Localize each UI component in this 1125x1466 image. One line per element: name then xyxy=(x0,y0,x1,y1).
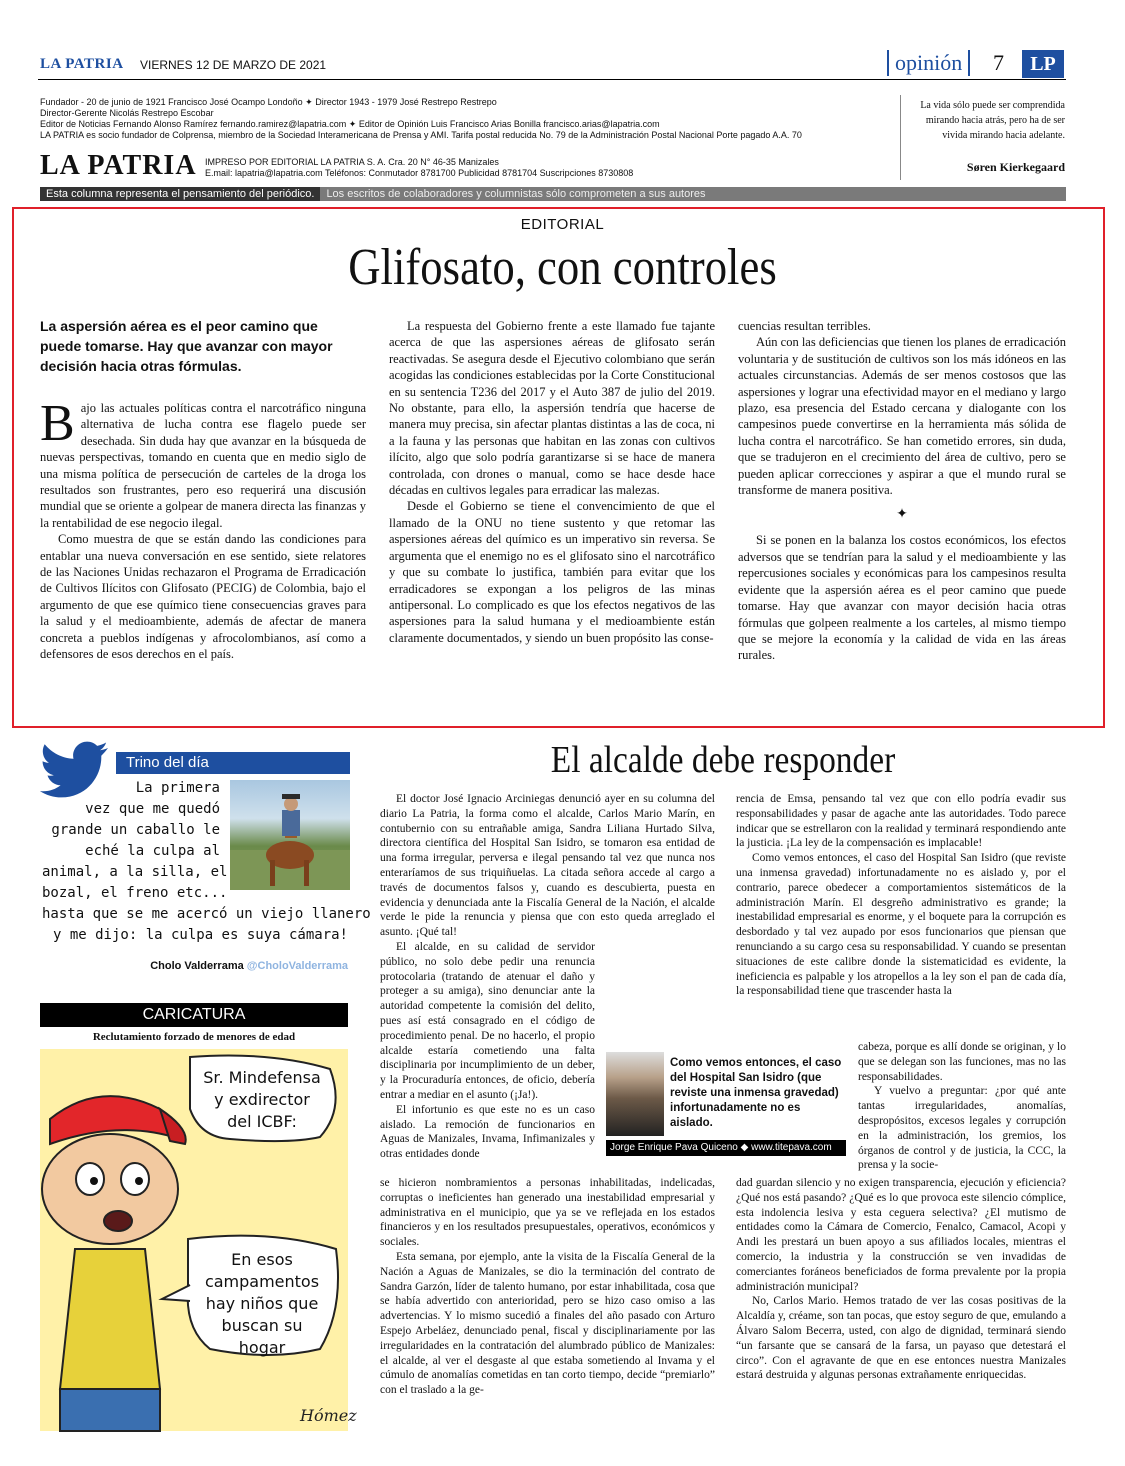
pullquote-box xyxy=(606,1052,846,1158)
page-number: 7 xyxy=(993,50,1004,75)
disclaimer-bar xyxy=(40,187,1066,201)
column-text-a2 xyxy=(380,1176,715,1398)
caricatura-label: CARICATURA xyxy=(40,1003,348,1027)
trino-text xyxy=(42,778,371,946)
trino-line: vez que me quedó xyxy=(85,801,220,817)
paragraph: El doctor José Ignacio Arciniegas denunció ayer en su columna del diario La Patria, la forma como el alcalde, Carlos Mario Marín, en contubernio con su entrañable amiga, Sandra Liliana Hurtado Silva, directora científica del Hospital San Isidro, se tomaron esa entidad de una forma irregular, perversa e ilegal pensando tal vez que nunca nos enteraríamos de sus triquiñuelas. La citada señora accede al cargo a través de documentos falsos y, cuando es descubierta, puesta en evidencia y denunciada ante la Fiscalía General de la Nación, el alcalde verde le pide la renuncia y piensa que con esto queda arreglado el asunto. ¡Qué tal! xyxy=(380,793,715,939)
dateline: VIERNES 12 DE MARZO DE 2021 xyxy=(140,58,327,72)
columnist-photo xyxy=(606,1052,664,1136)
paragraph: El infortunio es que este no es un caso aislado. La remoción de funcionarios en Aguas de Manizales, Invama, Infimanizales y otras entidades donde xyxy=(380,1103,595,1161)
masthead-line: LA PATRIA es socio fundador de Colprensa, miembro de la Sociedad Interamericana de Prensa y AMI. Tarifa postal reducida No. 79 de la Administración Postal Nacional Porte pagado A.A. 70 xyxy=(40,130,802,140)
columnist-byline: Jorge Enrique Pava Quiceno ◆ www.titepava.com xyxy=(606,1140,846,1156)
trino-author xyxy=(40,960,348,972)
printer-line: IMPRESO POR EDITORIAL LA PATRIA S. A. Cra. 20 N° 46-35 Manizales xyxy=(205,157,499,167)
masthead xyxy=(40,97,880,141)
paragraph: Si se ponen en la balanza los costos económicos, los efectos adversos que se tendrían para la salud y el medioambiente y las repercusiones sociales y económicas para los campesinos resulta evidente que la aspersión aérea es el peor camino que puede tomarse. Hay que avanzar con mayor decisión hacia otras fórmulas que golpeen realmente a los carteles, al mismo tiempo que se mejore la economía y la calidad de vida en las áreas rurales. xyxy=(738,533,1066,663)
disclaimer-left: Esta columna representa el pensamiento del periódico. xyxy=(40,187,320,201)
editorial-lede: La aspersión aérea es el peor camino que puede tomarse. Hay que avanzar con mayor decisión hacia otras fórmulas. xyxy=(40,318,333,374)
drop-cap: B xyxy=(40,395,75,452)
paragraph: Como muestra de que se están dando las condiciones para entablar una nueva conversación en ese sentido, siete relatores de las Naciones Unidas rechazaron el Programa de Erradicación de Cultivos Ilícitos con Glifosato (PECIG) de Colombia, bajo el argumento de que ese químico tiene consecuencias graves para la salud y el medioambiente, además de afectar de manera concreta a pueblos indígenas y afrocolombianos, así como a defensores de esos derechos en el país. xyxy=(40,532,366,662)
trino-author-name: Cholo Valderrama xyxy=(150,960,244,972)
trino-line: bozal, el freno etc... xyxy=(42,885,228,901)
trino-line: La primera xyxy=(135,780,220,796)
trino-line: grande un caballo le xyxy=(51,822,220,838)
paragraph: Y vuelvo a preguntar: ¿por qué ante tantas irregularidades, anomalías, despropósitos, excesos legales y corrupción en la administración, los gremios, los órganos de control y de justicia, la CCC, la prensa y la socie- xyxy=(858,1085,1066,1172)
header-rule xyxy=(38,79,1066,80)
bubble1-line: y exdirector xyxy=(214,1090,310,1109)
paragraph: dad guardan silencio y no exigen transparencia, ejecución y eficiencia? ¿Qué nos está pasando? ¿Qué es lo que provoca este silencio cómplice, esta indolencia lesiva y esta ceguera selectiva? ¿El mutismo de entidades como la Cámara de Comercio, Fenalco, Camacol, Acopi y Andi les prestará un buen apoyo a sus afiliados locales, mientras el comercio, la industria y la construcción se ven invadidas de comerciantes foráneos beneficiados de forma prevalente por la propia administración municipal? xyxy=(736,1177,1066,1293)
trino-line: eché la culpa al xyxy=(85,843,220,859)
cartoon-illustration xyxy=(40,1049,357,1431)
printer-info xyxy=(205,157,875,179)
quote-divider xyxy=(900,95,901,180)
paragraph: Desde el Gobierno se tiene el convencimiento de que el llamado de la ONU no tiene sustento y que retomar las aspersiones aéreas del químico es un imperativo sin reversa. Se argumenta que el enemigo no es el glifosato sino el narcotráfico y que su combate lo justifica, también para evitar que los erradicadores se expongan a los peligros de las minas antipersonal. Lo complicado es que los efectos negativos de las aspersiones para la salud humana y el medioambiente están claramente documentados, y siendo un buen propósito las conse- xyxy=(389,499,715,645)
lp-logo: LP xyxy=(1022,50,1064,78)
bubble2-line: En esos xyxy=(231,1250,293,1269)
masthead-line: Editor de Noticias Fernando Alonso Ramírez fernando.ramirez@lapatria.com ✦ Editor de Opinión Luis Francisco Arias Bonilla francisco.arias@lapatria.com xyxy=(40,119,660,129)
trino-label: Trino del día xyxy=(116,752,350,774)
masthead-line: Fundador - 20 de junio de 1921 Francisco José Ocampo Londoño ✦ Director 1943 - 1979 José Restrepo Restrepo xyxy=(40,97,497,107)
disclaimer-right: Los escritos de colaboradores y columnistas sólo comprometen a sus autores xyxy=(326,188,706,200)
trino-handle-link[interactable]: @CholoValderrama xyxy=(246,960,348,972)
paragraph: El alcalde, en su calidad de servidor público, no solo debe pedir una renuncia protocolaria (tratando de atenuar el daño y proteger a su amiga), sino denunciar ante la autoridad competente la comisión del delito, pues así está consagrado en el código de procedimiento penal. De no hacerlo, el propio alcalde estaría cometiendo una falta disciplinaria por incumplimiento de un deber, y la Procuraduría entonces, de oficio, debería entrar a mediar en el asunto (¡Ja!). xyxy=(380,940,595,1101)
paragraph: No, Carlos Mario. Hemos tratado de ver las cosas positivas de la Alcaldía y, créame, son tan pocas, que estoy seguro de que, emulando a Álvaro Salom Becerra, usted, con algo de dignidad, terminará siendo “un farsante que se cansará de la farsa, un payaso que detestará el circo”. Con el agravante de que en ese entonces nuestra Manizales estará destruida y algunas personas extrañamente enriquecidas. xyxy=(736,1295,1066,1382)
column-text-b xyxy=(736,792,1066,999)
masthead-line: Director-Gerente Nicolás Restrepo Escobar xyxy=(40,108,214,118)
column-title: El alcalde debe responder xyxy=(550,739,896,781)
bubble2-line: campamentos xyxy=(204,1272,320,1291)
paragraph: se hicieron nombramientos a personas inhabilitadas, indelicadas, corruptas o ineficientes han generado una inestabilidad empresarial y administrativa en el municipio, que ya se ve reflejada en los estados financieros y en los resultados presupuestales, operativos, económicos y sociales. xyxy=(380,1177,715,1249)
paragraph: Como vemos entonces, el caso del Hospital San Isidro (que reviste una inmensa gravedad) infortunadamente no es aislado y, por el contrario, parece obedecer a comportamientos sistemáticos de la administración Marín. El desgreño administrativo es grande; la inestabilidad empresarial es enorme, y el boquete para la corrupción es desbordado y tal vez aupado por esos funcionarios que piensan que renunciando a su cargo cesa su responsabilidad. Y cuando se presentan situaciones de este calibre donde la sistematicidad es evidente, la ineficiencia es palpable y los atropellos a la ley son el pan de cada día, la responsabilidad tiene que trascender hasta la xyxy=(736,852,1066,998)
bubble2-line: buscan su xyxy=(221,1316,303,1335)
brand-small: LA PATRIA xyxy=(40,56,124,72)
paragraph: Bajo las actuales políticas contra el narcotráfico ninguna alternativa de lucha contra ese flagelo puede ser desechada. Sin duda hay que avanzar en la búsqueda de nuevas perspectivas, tomando en cuenta que en medio siglo de una misma política de persecución de carteles de la droga los resultados son frustrantes, pero eso requerirá una discusión mundial que se oriente a golpear de manera directa las finanzas y la rentabilidad de ese negocio ilegal. xyxy=(40,395,366,530)
trino-line: animal, a la silla, el xyxy=(42,864,228,880)
diamond-separator: ✦ xyxy=(896,507,908,523)
paragraph: Aún con las deficiencias que tienen los planes de erradicación voluntaria y de sustitución de cultivos son los más idóneos en las actuales circunstancias. Además de ser menos costosos que las aspersiones y lograr una efectividad mayor en el mediano y largo plazo, esa presencia del Estado cercana y dialogante con los campesinos puede convertirse en la herramienta más sólida de lucha contra el narcotráfico. Se han cometido errores, sin duda, que se tradujeron en el crecimiento del área de cultivo, pero se pueden aplicar correcciones y aspirar a que el mundo rural se transforme de manera positiva. xyxy=(738,335,1066,498)
editorial-column-2 xyxy=(389,318,715,646)
bubble2-line: hay niños que xyxy=(205,1294,319,1313)
column-text-b3 xyxy=(736,1176,1066,1383)
paragraph: La respuesta del Gobierno frente a este llamado fue tajante acerca de que las aspersiones aéreas de glifosato serán reactivadas. Se asegura desde el Ejecutivo colombiano que serán acogidas las condiciones establecidas por la Corte Constitucional en su sentencia T236 del 2017 y el Auto 387 de julio del 2019. No obstante, para ello, la aspersión tendría que hacerse de manera muy precisa, sin afectar plantas distintas a las de coca, ni a la fauna y las personas que habitan en las zonas con cultivos ilícito, algo que solo podría garantizarse si se hace de manera controlada, con drones o manual, como se hace desde hace décadas en cultivos legales para erradicar las malezas. xyxy=(389,319,715,498)
paragraph: cabeza, porque es allí donde se originan, y lo que se delegan son las funciones, mas no las responsabilidades. xyxy=(858,1041,1066,1083)
editorial-column-3 xyxy=(738,318,1066,664)
section-label: opinión xyxy=(887,50,970,76)
masthead-logo: LA PATRIA xyxy=(40,150,197,181)
bubble2-line: hogar xyxy=(238,1338,286,1357)
paragraph: Esta semana, por ejemplo, ante la visita de la Fiscalía General de la Nación a Aguas de Manizales, se dio la terminación del contrato de Sandra Garzón, líder de talento humano, por estar inhabilitada, cosa que se había advertido con anterioridad, pero se hizo caso omiso a las advertencias. Y lo mismo sucedió a finales del año pasado con Arturo Espejo Arbeláez, denunciado penal, fiscal y disciplinariamente por las irregularidades en la contratación del alumbrado público de Manizales: el alcalde, al ver el desgaste al que estaba sometiendo al Invama y el cúmulo de anomalías cometidas en tan corto tiempo, decide “premiarlo” con el traslado a la ge- xyxy=(380,1250,715,1397)
quote-author: Søren Kierkegaard xyxy=(966,160,1065,174)
editorial-column-1 xyxy=(40,395,366,663)
trino-line: y me dijo: la culpa es suya cámara! xyxy=(52,927,348,943)
bubble1-line: del ICBF: xyxy=(227,1112,297,1131)
editorial-title: Glifosato, con controles xyxy=(348,239,777,296)
printer-line: E.mail: lapatria@lapatria.com Teléfonos: Conmutador 8781700 Publicidad 8781704 Suscripciones 8730808 xyxy=(205,168,634,178)
cartoon-signature: Hómez xyxy=(300,1406,357,1425)
column-text-b2 xyxy=(858,1040,1066,1173)
quote-text: La vida sólo puede ser comprendida mirando hacia atrás, pero ha de ser vivida mirando hacia adelante. xyxy=(920,100,1065,141)
paragraph: cuencias resultan terribles. xyxy=(738,319,871,333)
editorial-kicker: EDITORIAL xyxy=(520,216,605,233)
bubble1-line: Sr. Mindefensa xyxy=(203,1068,321,1087)
caricatura-caption: Reclutamiento forzado de menores de edad xyxy=(92,1031,296,1043)
pullquote-text: Como vemos entonces, el caso del Hospital San Isidro (que reviste una inmensa gravedad) infortunadamente no es aislado. xyxy=(670,1057,842,1129)
paragraph: rencia de Emsa, pensando tal vez que con ello podría evadir sus responsabilidades y pasar de agache ante las autoridades. Todo parece indicar que se estrellaron con la realidad y terminará respondiendo ante la justicia. ¡La ley de la compensación es implacable! xyxy=(736,793,1066,850)
trino-line: hasta que se me acercó un viejo llanero xyxy=(42,906,371,922)
